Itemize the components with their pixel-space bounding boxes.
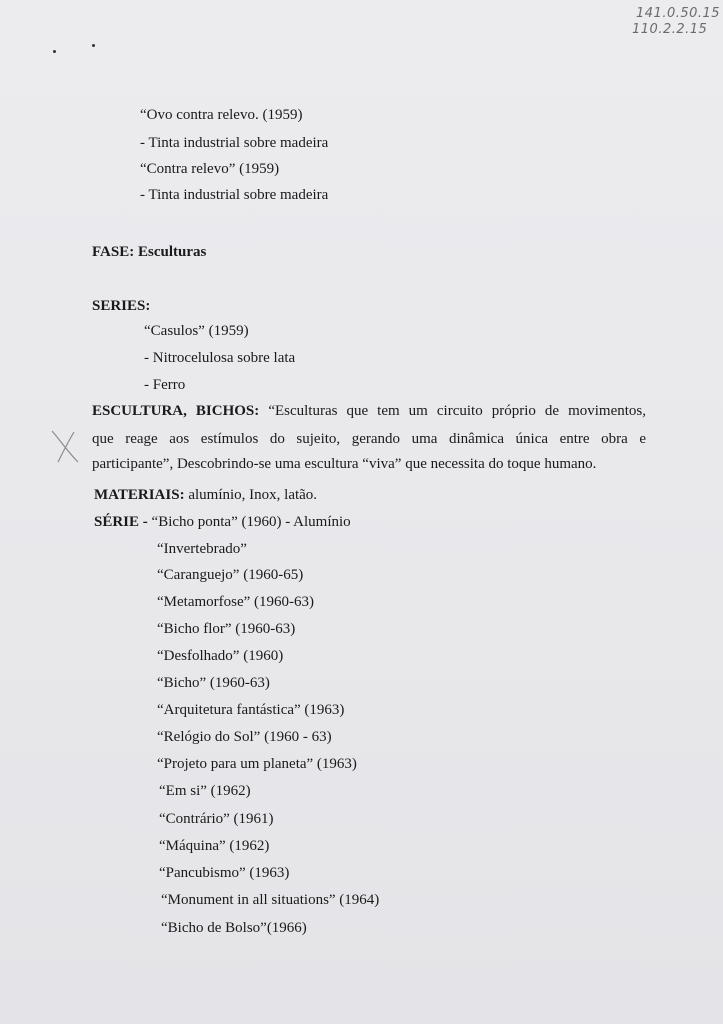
serie-item: “Projeto para um planeta” (1963)	[157, 756, 357, 772]
serie-item: “Bicho” (1960-63)	[157, 675, 270, 691]
serie-item: “Relógio do Sol” (1960 - 63)	[157, 729, 332, 745]
handwritten-x-mark	[48, 428, 82, 464]
handwritten-code-2: 110.2.2.15	[632, 22, 708, 37]
text-line: - Tinta industrial sobre madeira	[140, 135, 329, 151]
text-line: - Tinta industrial sobre madeira	[140, 187, 329, 203]
series-item: “Casulos” (1959)	[144, 323, 249, 339]
serie-item: “Contrário” (1961)	[159, 811, 274, 827]
materiais-value: alumínio, Inox, latão.	[188, 487, 318, 503]
serie-item: “Bicho de Bolso”(1966)	[161, 920, 307, 936]
serie-item: “Em si” (1962)	[159, 783, 251, 799]
serie-label: SÉRIE -	[94, 514, 148, 530]
escultura-label: ESCULTURA, BICHOS:	[92, 403, 260, 419]
serie-item: “Monument in all situations” (1964)	[161, 892, 380, 908]
fase-value: Esculturas	[137, 244, 207, 260]
escultura-line-2: que reage aos estímulos do sujeito, gerando uma dinâmica única entre obra e	[92, 431, 646, 447]
series-item: - Nitrocelulosa sobre lata	[144, 350, 296, 366]
text-line: “Contra relevo” (1959)	[140, 161, 280, 177]
serie-item: “Bicho flor” (1960-63)	[157, 621, 296, 637]
speck-mark	[92, 44, 95, 47]
serie-item: “Invertebrado”	[157, 541, 247, 557]
series-item: - Ferro	[144, 377, 186, 393]
series-heading: SERIES:	[92, 298, 151, 314]
materiais-line	[94, 486, 317, 504]
escultura-line-3: participante”, Descobrindo-se uma escultura “viva” que necessita do toque humano.	[92, 456, 597, 472]
serie-item: “Desfolhado” (1960)	[157, 648, 284, 664]
fase-heading	[92, 243, 206, 261]
escultura-text-1: “Esculturas que tem um circuito próprio de movimentos,	[268, 403, 646, 419]
serie-item: “Caranguejo” (1960-65)	[157, 567, 304, 583]
handwritten-code-1: 141.0.50.15	[636, 6, 721, 21]
escultura-line-1	[92, 402, 646, 420]
materiais-label: MATERIAIS:	[94, 487, 185, 503]
serie-first: “Bicho ponta” (1960) - Alumínio	[151, 514, 351, 530]
text-line: “Ovo contra relevo. (1959)	[140, 107, 303, 123]
fase-label: FASE:	[92, 244, 135, 260]
serie-line	[94, 513, 351, 531]
serie-item: “Máquina” (1962)	[159, 838, 270, 854]
speck-mark	[53, 50, 56, 53]
serie-item: “Metamorfose” (1960-63)	[157, 594, 315, 610]
serie-item: “Pancubismo” (1963)	[159, 865, 290, 881]
serie-item: “Arquitetura fantástica” (1963)	[157, 702, 345, 718]
